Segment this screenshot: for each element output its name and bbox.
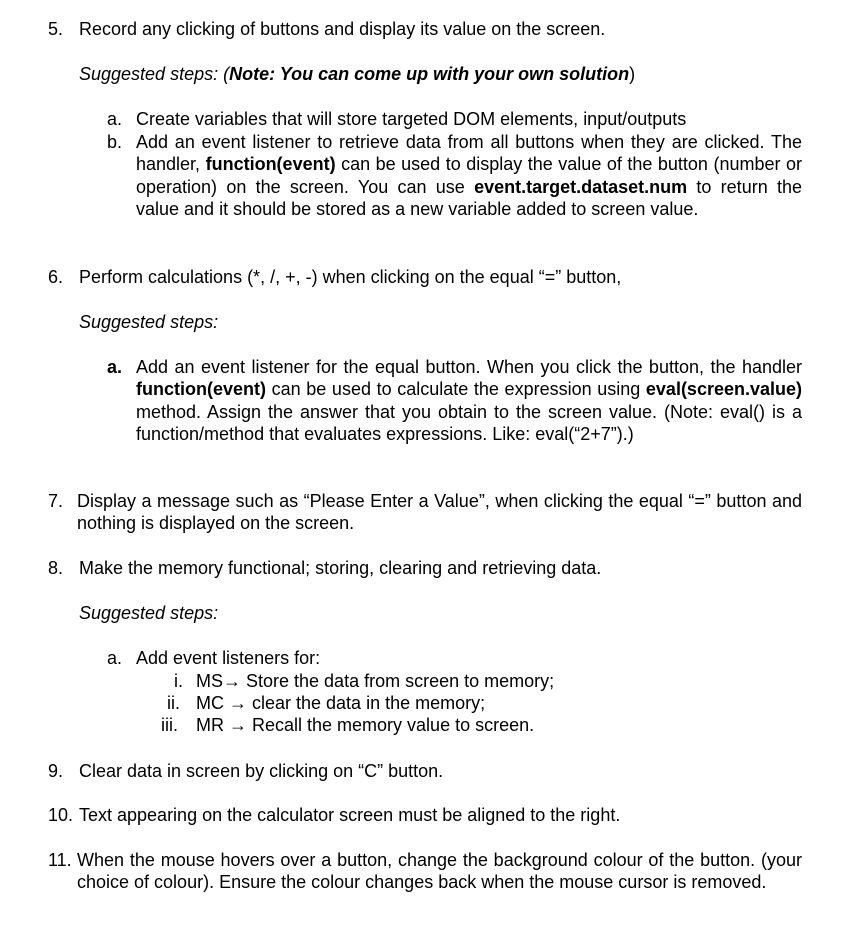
- item-8a-sub-1-number: i.: [174, 671, 183, 691]
- item-5a-text: Create variables that will store targeted DOM elements, input/outputs: [136, 109, 687, 129]
- item-9-text: Clear data in screen by clicking on “C” button.: [79, 761, 444, 781]
- item-5-number: 5.: [48, 19, 64, 39]
- item-8-suggested-steps: Suggested steps:: [79, 603, 219, 623]
- item-10-number: 10.: [48, 805, 74, 825]
- item-8a-sub-2-number: ii.: [167, 693, 180, 713]
- item-6-suggested-steps: Suggested steps:: [79, 312, 219, 332]
- item-5b-letter: b.: [107, 132, 123, 152]
- item-6a-letter: a.: [107, 357, 123, 377]
- item-7-number: 7.: [48, 491, 64, 511]
- suggested-note: Note: You can come up with your own solution: [229, 64, 630, 84]
- item-6a-part3: method. Assign the answer that you obtain to the screen value. (Note: eval() is a function/method that evaluates expressions. Like: eval(“2+7”).): [136, 401, 802, 445]
- item-6-text: Perform calculations (*, /, +, -) when clicking on the equal “=” button,: [79, 267, 622, 287]
- item-5b-part2: can be used to display the value of the button (number or operation) on the screen. You can use: [136, 154, 802, 197]
- item-10-text: Text appearing on the calculator screen must be aligned to the right.: [79, 805, 621, 825]
- item-5-suggested-steps: [79, 63, 635, 85]
- item-9-number: 9.: [48, 761, 64, 781]
- item-11-text: When the mouse hovers over a button, change the background colour of the button. (your choice of colour). Ensure the colour changes back when the mouse cursor is removed.: [77, 850, 802, 893]
- item-5b-paragraph: [136, 131, 802, 221]
- item-5b-part1: Add an event listener to retrieve data from all buttons when they are clicked. The handler,: [136, 132, 802, 175]
- item-6-number: 6.: [48, 267, 64, 287]
- item-5b-bold2: event.target.dataset.num: [474, 176, 688, 197]
- item-11-number: 11.: [48, 850, 72, 870]
- item-6a-part1: Add an event listener for the equal button. When you click the button, the handler: [136, 357, 802, 377]
- item-8a-sub-3-number: iii.: [161, 715, 178, 735]
- item-6a-part2: can be used to calculate the expression using: [266, 379, 646, 400]
- item-8a-sub-2-text: MC → clear the data in the memory;: [196, 693, 486, 713]
- item-6a-bold2: eval(screen.value): [645, 379, 802, 400]
- item-8-text: Make the memory functional; storing, clearing and retrieving data.: [79, 558, 602, 578]
- suggested-close: ): [629, 64, 636, 84]
- item-8a-sub-3-text: MR → Recall the memory value to screen.: [196, 715, 535, 735]
- suggested-label: Suggested steps: (: [79, 64, 230, 84]
- item-5-text: Record any clicking of buttons and display its value on the screen.: [79, 19, 606, 39]
- item-8a-letter: a.: [107, 648, 123, 668]
- item-6a-paragraph: [136, 356, 802, 446]
- item-6a-bold1: function(event): [136, 379, 266, 400]
- item-7-text: Display a message such as “Please Enter a Value”, when clicking the equal “=” button and nothing is displayed on the screen.: [77, 491, 802, 534]
- item-5a-letter: a.: [107, 109, 123, 129]
- item-8a-sub-1-text: MS→ Store the data from screen to memory;: [196, 671, 555, 691]
- item-5b-bold1: function(event): [205, 154, 336, 175]
- item-8a-text: Add event listeners for:: [136, 648, 321, 668]
- item-8-number: 8.: [48, 558, 64, 578]
- item-5b-part3: to return the value and it should be stored as a new variable added to screen value.: [136, 176, 802, 220]
